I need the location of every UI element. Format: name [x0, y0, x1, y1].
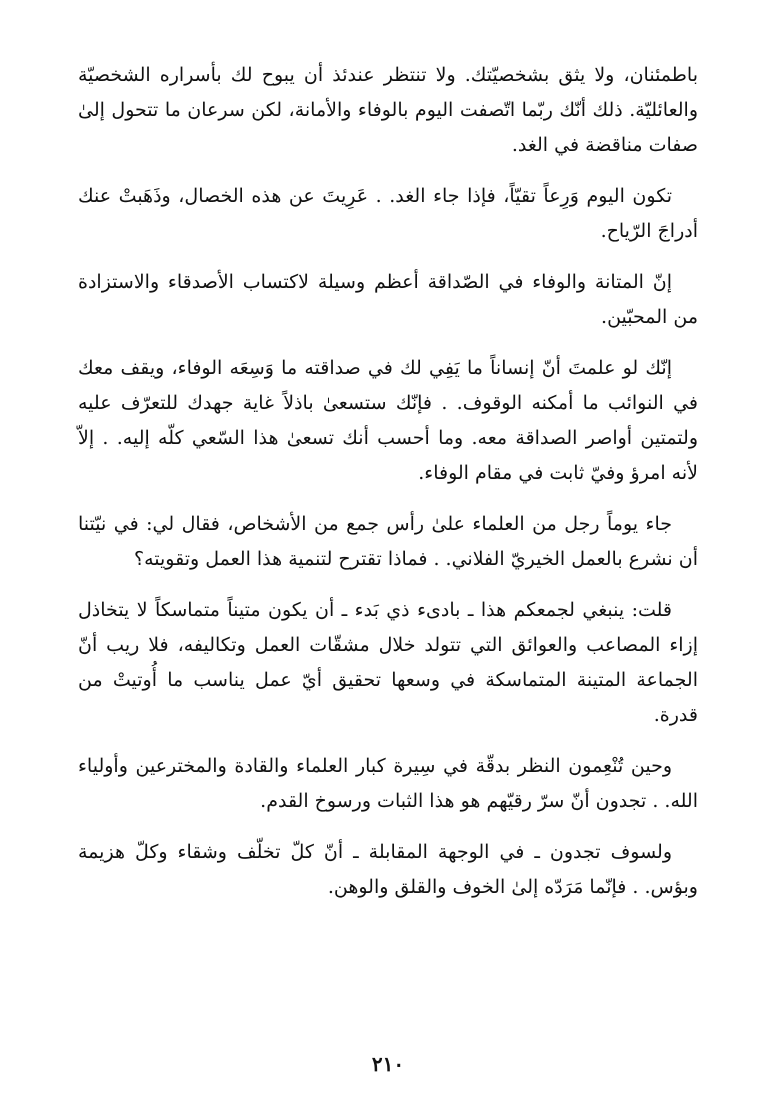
body-text	[78, 58, 698, 921]
paragraph: قلت: ينبغي لجمعكم هذا ـ بادىء ذي بَدء ـ أن يكون متيناً متماسكاً لا يتخاذل إزاء المصاعب والعوائق التي تتولد خلال مشقّات العمل وتكاليفه، فلا ريب أنّ الجماعة المتينة المتماسكة في وسعها تحقيق أيّ عمل يناسب ما أُوتيتْ من قدرة.	[78, 599, 698, 726]
paragraph: إنّ المتانة والوفاء في الصّداقة أعظم وسيلة لاكتساب الأصدقاء والاستزادة من المحبّين.	[78, 271, 698, 328]
paragraph: تكون اليوم وَرِعاً تقيّاً، فإذا جاء الغد. . عَرِيتَ عن هذه الخصال، وذَهَبتْ عنك أدراجَ الرّياح.	[78, 185, 698, 242]
paragraph-continuation: باطمئنان، ولا يثق بشخصيّتك. ولا تنتظر عندئذ أن يبوح لك بأسراره الشخصيّة والعائليّة. ذلك أنّك ربّما اتّصفت اليوم بالوفاء والأمانة، لكن سرعان ما تتحول إلىٰ صفات مناقضة في الغد.	[78, 64, 698, 156]
paragraph: وحين تُنْعِمون النظر بدقّة في سِيرة كبار العلماء والقادة والمخترعين وأولياء الله. . تجدون أنّ سرّ رقيّهم هو هذا الثبات ورسوخ القدم.	[78, 755, 698, 812]
page-number: ٢١٠	[371, 1052, 405, 1076]
paragraph: ولسوف تجدون ـ في الوجهة المقابلة ـ أنّ كلّ تخلّف وشقاء وكلّ هزيمة وبؤس. . فإنّما مَرَدّه إلىٰ الخوف والقلق والوهن.	[78, 841, 698, 898]
paragraph: جاء يوماً رجل من العلماء علىٰ رأس جمع من الأشخاص، فقال لي: في نيّتنا أن نشرع بالعمل الخيريّ الفلاني. . فماذا تقترح لتنمية هذا العمل وتقويته؟	[78, 513, 698, 570]
paragraph: إنّك لو علمتَ أنّ إنساناً ما يَفِي لك في صداقته ما وَسِعَه الوفاء، ويقف معك في النوائب ما أمكنه الوقوف. . فإنّك ستسعىٰ باذلاً غاية جهدك للتعرّف عليه ولتمتين أواصر الصداقة معه. وما أحسب أنك تسعىٰ هذا السّعي كلّه إليه. . إلاّ لأنه امرؤ وفيّ ثابت في مقام الوفاء.	[78, 357, 698, 484]
